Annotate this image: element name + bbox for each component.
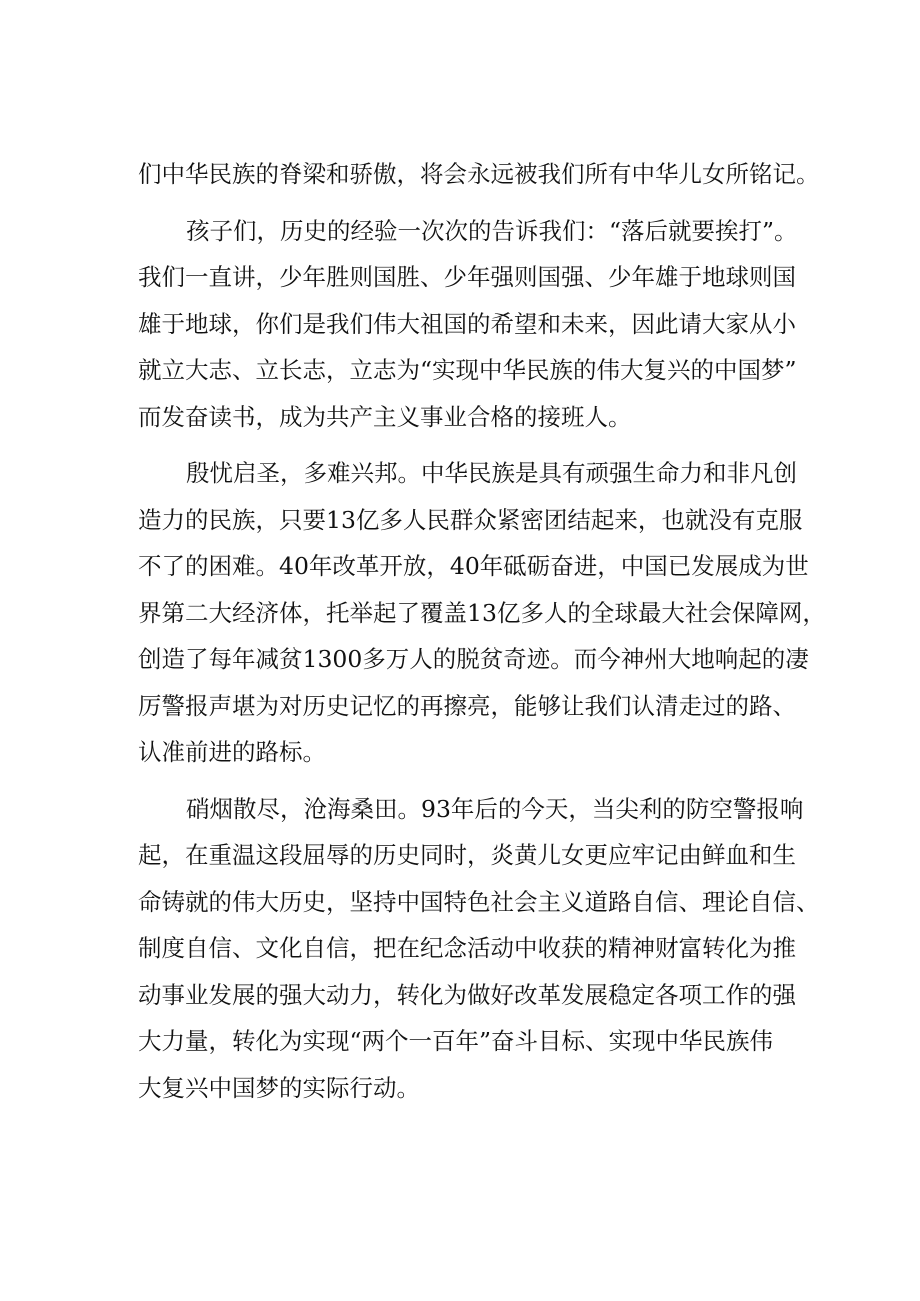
text-line: 大复兴中国梦的实际行动。: [138, 1073, 420, 1102]
text-line: 我们一直讲，少年胜则国胜、少年强则国强、少年雄于地球则国: [138, 263, 796, 291]
text-line: 不了的困难。40年改革开放，40年砥砺奋进，中国已发展成为世: [138, 552, 809, 580]
text-line: 造力的民族，只要13亿多人民群众紧密团结起来，也就没有克服: [138, 505, 803, 534]
text-line: 硝烟散尽，沧海桑田。93年后的今天，当尖利的防空警报响: [186, 794, 804, 823]
text-line: 大力量，转化为实现“两个一百年”奋斗目标、实现中华民族伟: [138, 1027, 774, 1055]
paragraph-2: [138, 208, 818, 441]
paragraph-4: [138, 786, 818, 1112]
body-text: [138, 151, 826, 1111]
text-line: 们中华民族的脊梁和骄傲，将会永远被我们所有中华儿女所铭记。: [138, 160, 820, 188]
text-line: 殷忧启圣，多难兴邦。中华民族是具有顽强生命力和非凡创: [186, 459, 797, 487]
text-line: 创造了每年减贫1300多万人的脱贫奇迹。而今神州大地响起的凄: [138, 645, 809, 673]
text-line: 孩子们，历史的经验一次次的告诉我们：“落后就要挨打”。: [186, 216, 798, 245]
text-line: 而发奋读书，成为共产主义事业合格的接班人。: [138, 402, 632, 431]
text-line: 认准前进的路标。: [138, 738, 326, 766]
text-line: 雄于地球，你们是我们伟大祖国的希望和未来，因此请大家从小: [138, 309, 796, 338]
text-line: 就立大志、立长志，立志为“实现中华民族的伟大复兴的中国梦”: [138, 356, 797, 384]
text-line: 起，在重温这段屈辱的历史同时，炎黄儿女更应牢记由鲜血和生: [138, 841, 796, 869]
text-line: 制度自信、文化自信，把在纪念活动中收获的精神财富转化为推: [138, 934, 796, 962]
text-line: 界第二大经济体，托举起了覆盖13亿多人的全球最大社会保障网，: [138, 598, 826, 627]
paragraph-1: [138, 151, 818, 198]
text-line: 命铸就的伟大历史，坚持中国特色社会主义道路自信、理论自信、: [138, 887, 820, 916]
text-line: 动事业发展的强大动力，转化为做好改革发展稳定各项工作的强: [138, 980, 796, 1009]
paragraph-3: [138, 450, 826, 776]
text-line: 厉警报声堪为对历史记忆的再擦亮，能够让我们认清走过的路、: [138, 691, 796, 720]
